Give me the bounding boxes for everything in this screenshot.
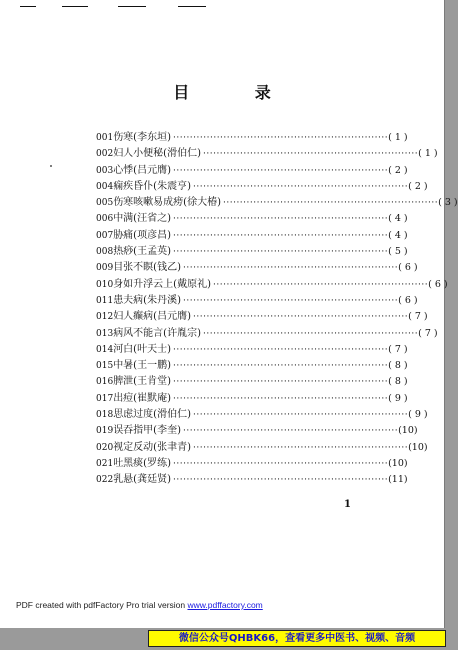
toc-leader-dots: ································································ — [173, 458, 389, 469]
toc-entry-page: (11) — [388, 474, 408, 486]
toc-entry[interactable] — [96, 309, 428, 325]
toc-entry-number: 003 — [96, 165, 114, 176]
toc-entry[interactable] — [96, 163, 408, 179]
toc-entry-title: 中满(汪省之) — [113, 213, 171, 225]
toc-entry[interactable] — [96, 326, 438, 342]
toc-entry-number: 021 — [96, 458, 114, 469]
toc-entry-title: 出痘(崔默庵) — [113, 392, 171, 404]
table-of-contents — [96, 130, 458, 489]
toc-entry-title: 中暑(王一鹏) — [113, 360, 171, 372]
credit-text: PDF created with pdfFactory Pro trial version — [16, 600, 188, 610]
toc-entry-page: ( 7 ) — [388, 343, 408, 355]
toc-entry-number: 005 — [96, 198, 114, 209]
toc-leader-dots: ································································ — [173, 247, 389, 258]
toc-entry[interactable] — [96, 146, 438, 162]
toc-entry-title: 胁痛(项彦昌) — [113, 229, 171, 241]
toc-entry-page: ( 5 ) — [388, 246, 408, 258]
toc-entry[interactable] — [96, 277, 448, 293]
toc-entry-title: 乳悬(龚廷贤) — [113, 474, 171, 486]
header-rule — [118, 6, 146, 7]
toc-entry-title: 误吞指甲(李奎) — [113, 425, 181, 437]
toc-entry-number: 017 — [96, 393, 114, 404]
toc-entry[interactable] — [96, 244, 408, 260]
pdffactory-link[interactable]: www.pdffactory.com — [187, 600, 263, 610]
toc-entry[interactable] — [96, 195, 458, 211]
toc-entry-number: 018 — [96, 410, 114, 421]
header-rule — [178, 6, 206, 7]
toc-entry-number: 010 — [96, 279, 114, 290]
toc-entry[interactable] — [96, 293, 418, 309]
toc-entry-page: ( 8 ) — [388, 376, 408, 388]
toc-leader-dots: ································································ — [173, 361, 389, 372]
toc-entry[interactable] — [96, 440, 428, 456]
toc-leader-dots: ································································ — [173, 344, 389, 355]
toc-entry-page: ( 7 ) — [418, 327, 438, 339]
toc-leader-dots: ································································ — [173, 377, 389, 388]
toc-entry-number: 001 — [96, 133, 114, 143]
toc-entry-page: ( 6 ) — [398, 294, 418, 306]
toc-entry-number: 013 — [96, 328, 114, 339]
toc-entry-title: 热痧(王孟英) — [113, 246, 171, 258]
toc-leader-dots: ································································ — [173, 475, 389, 486]
toc-leader-dots: ································································ — [213, 279, 429, 290]
toc-entry-title: 视定反动(张聿青) — [113, 441, 191, 453]
toc-leader-dots: ································································ — [193, 410, 409, 421]
wechat-banner: 微信公众号QHBK66，查看更多中医书、视频、音频 — [148, 630, 446, 647]
toc-entry-page: (10) — [408, 441, 428, 453]
toc-entry-title: 伤寒(李东垣) — [113, 132, 171, 143]
toc-leader-dots: ································································ — [173, 393, 389, 404]
toc-entry-title: 思虑过度(滑伯仁) — [113, 409, 191, 421]
toc-entry-page: ( 2 ) — [408, 180, 428, 192]
toc-entry[interactable] — [96, 228, 408, 244]
toc-leader-dots: ································································ — [183, 263, 399, 274]
toc-entry-page: ( 1 ) — [418, 148, 438, 160]
header-rule — [62, 6, 88, 7]
toc-entry-title: 伤寒咳嗽易成痨(徐大椿) — [113, 197, 221, 209]
toc-entry-number: 012 — [96, 312, 114, 323]
toc-entry-page: ( 7 ) — [408, 311, 428, 323]
toc-entry-page: ( 6 ) — [428, 278, 448, 290]
toc-entry-page: ( 2 ) — [388, 164, 408, 176]
toc-entry-page: ( 4 ) — [388, 229, 408, 241]
toc-leader-dots: ································································ — [173, 230, 389, 241]
toc-leader-dots: ································································ — [203, 328, 419, 339]
toc-entry-page: ( 9 ) — [408, 409, 428, 421]
toc-entry-title: 病风不能言(许胤宗) — [113, 327, 201, 339]
toc-entry-page: (10) — [388, 457, 408, 469]
header-rule — [20, 6, 36, 7]
page-number: 1 — [344, 499, 351, 510]
toc-entry-number: 019 — [96, 426, 114, 437]
toc-entry-number: 004 — [96, 181, 114, 192]
toc-entry[interactable] — [96, 260, 418, 276]
toc-entry-title: 痫疾昏仆(朱震亨) — [113, 180, 191, 192]
toc-entry-number: 015 — [96, 361, 114, 372]
toc-entry[interactable] — [96, 211, 408, 227]
toc-entry-page: ( 4 ) — [388, 213, 408, 225]
page-title: 目 录 — [173, 83, 301, 102]
toc-entry-number: 009 — [96, 263, 114, 274]
toc-leader-dots: ································································ — [193, 442, 409, 453]
toc-entry[interactable] — [96, 456, 408, 472]
toc-entry-number: 016 — [96, 377, 114, 388]
toc-entry[interactable] — [96, 374, 408, 390]
toc-entry[interactable] — [96, 342, 408, 358]
toc-leader-dots: ································································ — [193, 181, 409, 192]
toc-entry[interactable] — [96, 179, 428, 195]
toc-entry-title: 妇人癫病(吕元膺) — [113, 311, 191, 323]
toc-entry-number: 008 — [96, 247, 114, 258]
toc-entry-number: 002 — [96, 149, 114, 160]
toc-leader-dots: ································································ — [223, 198, 439, 209]
toc-entry-page: ( 1 ) — [388, 132, 408, 143]
toc-entry-number: 014 — [96, 344, 114, 355]
toc-entry-page: ( 6 ) — [398, 262, 418, 274]
toc-entry-title: 吐黑痰(罗练) — [113, 457, 171, 469]
toc-entry-page: ( 3 ) — [438, 197, 458, 209]
toc-entry-number: 007 — [96, 230, 114, 241]
toc-entry-number: 006 — [96, 214, 114, 225]
toc-entry-title: 身如升浮云上(戴原礼) — [113, 278, 211, 290]
toc-entry-number: 020 — [96, 442, 114, 453]
toc-entry-title: 心悸(吕元膺) — [113, 164, 171, 176]
scan-speck — [50, 165, 52, 167]
toc-leader-dots: ································································ — [173, 165, 389, 176]
toc-entry-title: 脾泄(王肯堂) — [113, 376, 171, 388]
toc-entry-page: (10) — [398, 425, 418, 437]
toc-entry[interactable] — [96, 130, 408, 146]
toc-entry-number: 011 — [96, 295, 114, 306]
pdf-credit — [16, 600, 263, 610]
toc-entry-title: 患夫病(朱丹溪) — [113, 294, 181, 306]
toc-leader-dots: ································································ — [173, 133, 389, 143]
toc-entry-number: 022 — [96, 475, 114, 486]
toc-leader-dots: ································································ — [183, 295, 399, 306]
toc-entry-title: 妇人小便秘(滑伯仁) — [113, 148, 201, 160]
toc-leader-dots: ································································ — [173, 214, 389, 225]
toc-entry-title: 河白(叶天士) — [113, 343, 171, 355]
toc-entry[interactable] — [96, 423, 418, 439]
toc-leader-dots: ································································ — [203, 149, 419, 160]
toc-entry-page: ( 8 ) — [388, 360, 408, 372]
toc-leader-dots: ································································ — [183, 426, 399, 437]
toc-entry[interactable] — [96, 407, 428, 423]
toc-entry[interactable] — [96, 472, 408, 488]
toc-entry[interactable] — [96, 358, 408, 374]
toc-leader-dots: ································································ — [193, 312, 409, 323]
toc-entry-page: ( 9 ) — [388, 392, 408, 404]
toc-entry-title: 目张不瞑(钱乙) — [113, 262, 181, 274]
toc-entry[interactable] — [96, 391, 408, 407]
